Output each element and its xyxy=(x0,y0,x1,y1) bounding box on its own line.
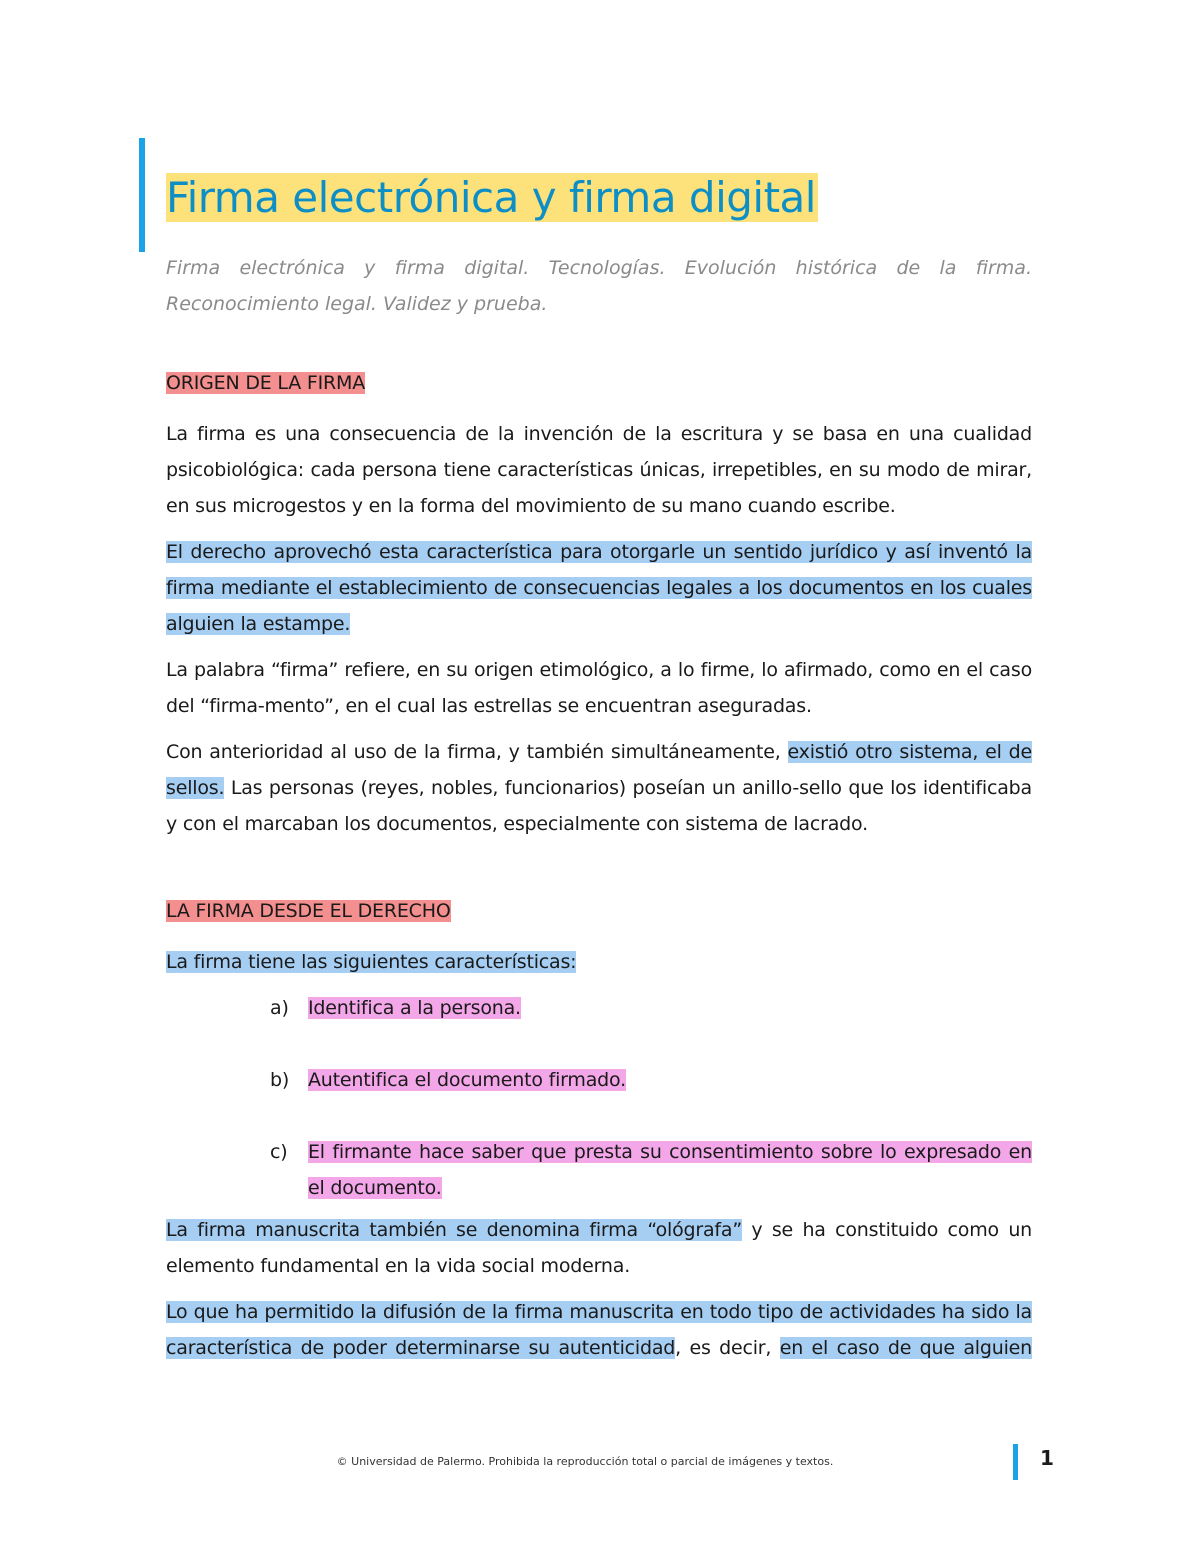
page-number: 1 xyxy=(1040,1446,1054,1470)
highlight-blue: La firma manuscrita también se denomina firma “ológrafa” xyxy=(166,1219,743,1241)
highlight-blue: en el caso de que alguien xyxy=(779,1337,1032,1359)
highlight-blue: El derecho aprovechó esta característica para otorgarle un sentido jurídico y así inventó la firma mediante el establecimiento de consecuencias legales a los documentos en los cuales alguien la estampe. xyxy=(166,541,1032,635)
highlight-blue: La firma tiene las siguientes características: xyxy=(166,951,577,973)
list-marker: b) xyxy=(270,1069,290,1091)
paragraph-origen-1: La firma es una consecuencia de la invención de la escritura y se basa en una cualidad psicobiológica: cada persona tiene características únicas, irrepetibles, en su modo de mirar, en sus microgestos y en la forma del movimiento de su mano cuando escribe. xyxy=(166,423,1032,517)
paragraph-origen-3: La palabra “firma” refiere, en su origen etimológico, a lo firme, lo afirmado, como en el caso del “firma-mento”, en el cual las estrellas se encuentran aseguradas. xyxy=(166,659,1032,717)
highlight-blue: existió otro sistema, el de sellos. xyxy=(166,741,1032,799)
section-spacer xyxy=(166,852,1032,900)
highlight-pink: El firmante hace saber que presta su consentimiento sobre lo expresado en el documento. xyxy=(308,1141,1032,1199)
footer-copyright: © Universidad de Palermo. Prohibida la reproducción total o parcial de imágenes y textos. xyxy=(336,1455,834,1468)
paragraph-derecho-intro xyxy=(166,944,1032,980)
document-body xyxy=(166,372,1032,1376)
section-heading-derecho: LA FIRMA DESDE EL DERECHO xyxy=(166,900,451,922)
document-title-text: Firma electrónica y firma digital xyxy=(166,173,816,222)
highlight-blue: Lo que ha permitido la difusión de la firma manuscrita en todo tipo de actividades ha sido la característica de poder determinarse su autenticidad xyxy=(166,1301,1032,1359)
list-marker: a) xyxy=(270,997,289,1019)
highlight-pink: Autentifica el documento firmado. xyxy=(308,1069,626,1091)
footer-accent-bar xyxy=(1013,1444,1018,1480)
list-item xyxy=(166,1062,1032,1098)
highlight-pink: Identifica a la persona. xyxy=(308,997,521,1019)
title-accent-bar xyxy=(139,138,145,252)
document-subtitle: Firma electrónica y firma digital. Tecnologías. Evolución histórica de la firma. Reconocimiento legal. Validez y prueba. xyxy=(166,257,1032,315)
paragraph-derecho-2: Lo que ha permitido la difusión de la firma manuscrita en todo tipo de actividades ha sido la característica de poder determinarse su autenticidad, es decir, en el caso de que alguien xyxy=(166,1301,1032,1359)
paragraph-derecho-1: La firma manuscrita también se denomina firma “ológrafa” y se ha constituido como un elemento fundamental en la vida social moderna. xyxy=(166,1219,1033,1277)
characteristics-list xyxy=(166,990,1032,1206)
section-heading-origen: ORIGEN DE LA FIRMA xyxy=(166,372,365,394)
paragraph-origen-2 xyxy=(166,534,1032,642)
list-item xyxy=(166,990,1032,1026)
document-title xyxy=(166,170,818,226)
paragraph-origen-4: Con anterioridad al uso de la firma, y también simultáneamente, existió otro sistema, el de sellos. Las personas (reyes, nobles, funcionarios) poseían un anillo-sello que los identificaba y con el marcaban los documentos, especialmente con sistema de lacrado. xyxy=(166,741,1032,835)
list-item xyxy=(166,1134,1032,1206)
list-marker: c) xyxy=(270,1141,288,1163)
